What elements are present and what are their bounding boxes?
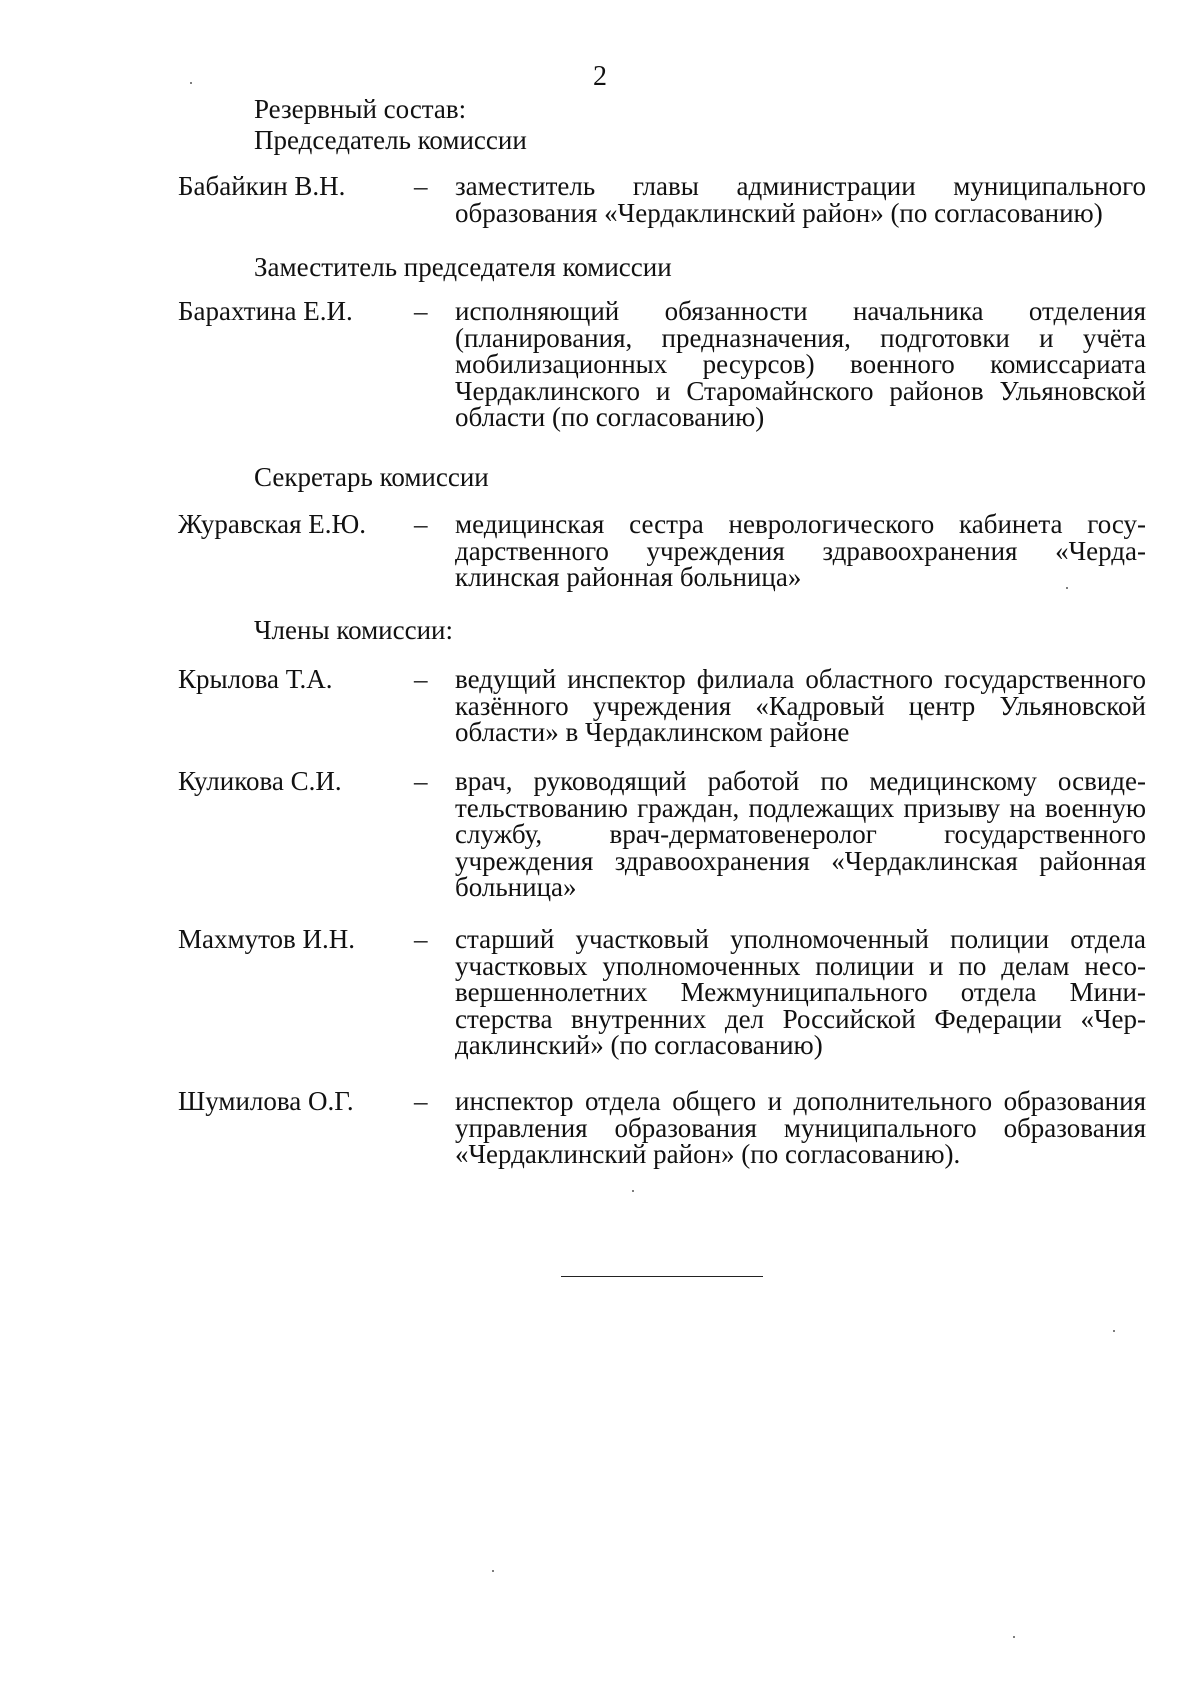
- dash: –: [414, 664, 428, 694]
- secretary-heading: Секретарь комиссии: [254, 462, 489, 492]
- person-role: исполняющий обязанности начальника отделения (планирования, предназначения, подготовки и учёта мобилизационных ресурсов) военного комиссариата Чердаклинского и Старомайнского районов Ульяновской области (по согласованию): [455, 296, 1146, 432]
- scan-speck: [492, 1570, 494, 1572]
- members-heading: Члены комиссии:: [254, 615, 453, 645]
- deputy-heading: Заместитель председателя комиссии: [254, 252, 672, 282]
- person-name: Куликова С.И.: [178, 766, 342, 796]
- person-role: ведущий инспектор филиала областного государственного казённого учреждения «Кадровый центр Ульяновской области» в Чердаклинском районе: [455, 664, 1146, 747]
- entry-secretary: [178, 511, 1146, 591]
- person-name: Крылова Т.А.: [178, 664, 333, 694]
- person-name: Барахтина Е.И.: [178, 296, 353, 326]
- entry-chair: [178, 173, 1146, 226]
- scan-speck: [1066, 587, 1068, 589]
- entry-deputy: [178, 298, 1146, 431]
- chair-heading: Председатель комиссии: [254, 125, 527, 155]
- entry-member: [178, 926, 1146, 1059]
- reserve-heading: Резервный состав:: [254, 94, 467, 124]
- dash: –: [414, 296, 428, 326]
- person-role: инспектор отдела общего и дополнительного образования управления образования муниципального образования «Чердаклинский район» (по согласованию).: [455, 1086, 1146, 1169]
- scan-speck: [1013, 1636, 1015, 1638]
- person-name: Бабайкин В.Н.: [178, 171, 346, 201]
- dash: –: [414, 1086, 428, 1116]
- dash: –: [414, 924, 428, 954]
- person-role: заместитель главы администрации муниципального образования «Чердаклинский район» (по согласованию): [455, 171, 1146, 228]
- page-number: 2: [593, 61, 607, 92]
- person-name: Махмутов И.Н.: [178, 924, 356, 954]
- scan-speck: [1113, 1330, 1115, 1332]
- dash: –: [414, 766, 428, 796]
- entry-member: [178, 666, 1146, 746]
- entry-member: [178, 1088, 1146, 1168]
- person-name: Журавская Е.Ю.: [178, 509, 367, 539]
- person-role: медицинская сестра неврологического кабинета государственного учреждения здравоохранения «Чердаклинская районная больница»: [455, 509, 1146, 592]
- end-rule: [561, 1276, 763, 1277]
- scan-speck: [632, 1190, 634, 1192]
- person-role: старший участковый уполномоченный полиции отдела участковых уполномоченных полиции и по делам несовершеннолетних Межмуниципального отдела Министерства внутренних дел Российской Федерации «Чердаклинский» (по согласованию): [455, 924, 1146, 1060]
- dash: –: [414, 171, 428, 201]
- dash: –: [414, 509, 428, 539]
- person-role: врач, руководящий работой по медицинскому освидетельствованию граждан, подлежащих призыву на военную службу, врач-дерматовенеролог государственного учреждения здравоохранения «Чердаклинская районная больница»: [455, 766, 1146, 902]
- scan-speck: [190, 82, 192, 84]
- entry-member: [178, 768, 1146, 901]
- person-name: Шумилова О.Г.: [178, 1086, 354, 1116]
